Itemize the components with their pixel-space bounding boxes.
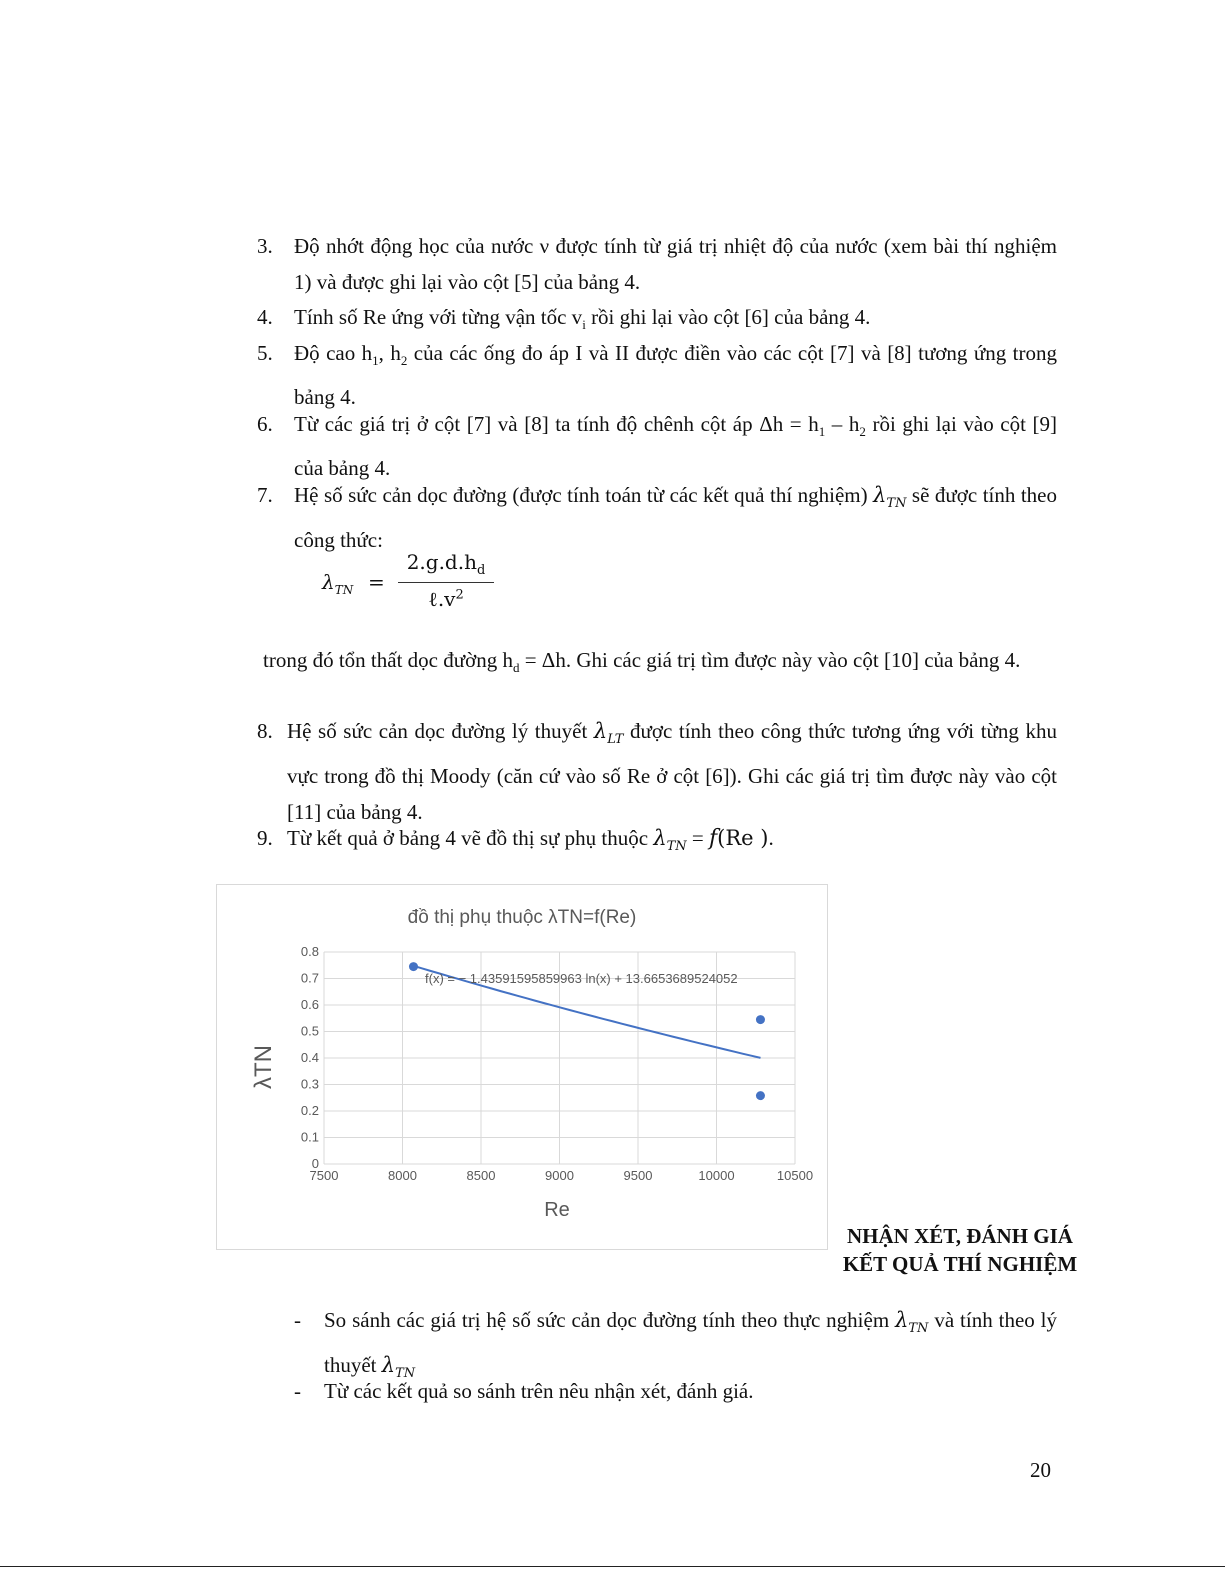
y-tick-label: 0.7 (300, 970, 319, 986)
x-axis-label: Re (544, 1199, 570, 1221)
chart-container (216, 884, 828, 1250)
bullet-item-2 (294, 1373, 1057, 1409)
lambda-symbol (653, 826, 687, 855)
y-tick-label: 0.4 (300, 1050, 319, 1065)
y-axis-label: λTN (250, 1045, 277, 1089)
list-item-9 (257, 820, 1057, 865)
list-text (287, 713, 1057, 830)
x-tick-label: 8000 (388, 1168, 417, 1183)
data-point (756, 1091, 765, 1100)
text-run: – h (825, 412, 860, 436)
symbol: λ (895, 1308, 909, 1332)
list-number: 3. (257, 234, 273, 258)
subscript: 1 (818, 424, 826, 440)
lambda-symbol (895, 1308, 929, 1337)
heading-line-2: KẾT QUẢ THÍ NGHIỆM (842, 1252, 1078, 1276)
numerator (398, 550, 494, 580)
list-number: 4. (257, 305, 273, 329)
bullet-dash: - (294, 1308, 301, 1332)
list-item-6 (257, 406, 1057, 486)
lambda-symbol (873, 483, 907, 512)
list-text (294, 477, 1057, 558)
list-text (287, 820, 1057, 865)
subscript: d (512, 660, 520, 676)
text-run: , h (378, 341, 401, 365)
data-point (756, 1015, 765, 1024)
bullet-text: Từ các kết quả so sánh trên nêu nhận xét, đánh giá. (324, 1379, 754, 1403)
formula-lhs (322, 570, 353, 597)
list-item-5 (257, 335, 1057, 415)
text-run: Từ các giá trị ở cột [7] và [8] ta tính độ chênh cột áp Δh = h (294, 412, 819, 436)
text-run: Từ kết quả ở bảng 4 vẽ đồ thị sự phụ thuộc (287, 826, 654, 850)
subscript: 2 (859, 424, 866, 440)
chart-title: đồ thị phụ thuộc λTN=f(Re) (407, 907, 637, 928)
text-run: = Δh. Ghi các giá trị tìm được này vào cột [10] của bảng 4. (519, 648, 1021, 672)
symbol: λ (593, 719, 608, 743)
list-item-3 (257, 228, 1057, 300)
scatter-chart (217, 885, 827, 1249)
equals-sign: = (368, 570, 385, 594)
y-tick-label: 0 (311, 1156, 319, 1171)
text-run: trong đó tổn thất dọc đường h (263, 648, 513, 672)
text-run: . (768, 826, 774, 850)
heading-line-1: NHẬN XÉT, ĐÁNH GIÁ (847, 1224, 1073, 1248)
x-tick-label: 8500 (466, 1168, 496, 1183)
list-number: 5. (257, 341, 273, 365)
subscript: TN (334, 583, 354, 597)
symbol: λ (322, 570, 335, 594)
text-run: Hệ số sức cản dọc đường lý thuyết (287, 719, 594, 743)
function-symbol: f (709, 826, 718, 851)
symbol: λ (381, 1353, 396, 1378)
y-tick-label: 0.6 (300, 997, 319, 1012)
text-run: và tính theo lý thuyết (324, 1308, 1058, 1378)
denominator (398, 587, 494, 612)
text-run: (Re ) (717, 826, 769, 850)
text-run: rồi ghi lại vào cột [9] của bảng 4. (294, 412, 1057, 481)
subscript: TN (886, 496, 907, 512)
subscript: i (582, 317, 586, 333)
text-run: Tính số Re ứng với từng vận tốc v (294, 305, 583, 329)
fraction-bar (398, 582, 494, 583)
y-tick-label: 0.2 (300, 1103, 319, 1118)
text-run: ℓ.v (428, 587, 456, 611)
list-number: 8. (257, 719, 273, 743)
fraction (398, 550, 494, 612)
paragraph-head-loss (263, 642, 1057, 686)
list-text (294, 335, 1057, 415)
text-run: Độ cao h (294, 341, 373, 365)
text-run: = (686, 826, 710, 850)
y-tick-label: 0.1 (300, 1129, 319, 1145)
x-tick-labels (310, 1168, 814, 1183)
text-run: sẽ được tính theo công thức: (294, 483, 1057, 553)
subscript: TN (395, 1366, 416, 1382)
superscript: 2 (455, 587, 464, 603)
symbol: λ (873, 483, 887, 507)
y-tick-label: 0.5 (300, 1023, 319, 1039)
subscript: TN (908, 1321, 929, 1337)
subscript: LT (607, 732, 624, 748)
list-item-8 (257, 713, 1057, 830)
x-tick-label: 10500 (776, 1168, 814, 1183)
x-tick-label: 9000 (545, 1168, 574, 1183)
y-tick-labels (301, 944, 319, 1171)
list-item-7 (257, 477, 1057, 558)
list-text (294, 406, 1057, 486)
subscript: 1 (372, 353, 379, 369)
text-run: của các ống đo áp I và II được điền vào các cột [7] và [8] tương ứng trong bảng 4. (294, 341, 1058, 410)
section-heading (826, 1222, 1094, 1278)
x-tick-label: 7500 (309, 1168, 339, 1183)
page-number: 20 (1030, 1458, 1051, 1482)
list-number: 6. (257, 412, 273, 436)
trendline-equation: f(x) = − 1.43591595859963 ln(x) + 13.6653689524052 (425, 971, 738, 986)
x-tick-label: 10000 (698, 1168, 735, 1183)
text-run: 2.g.d.h (406, 550, 477, 574)
y-tick-label: 0.8 (300, 944, 319, 959)
lambda-symbol (593, 719, 624, 748)
list-text: Độ nhớt động học của nước ν được tính từ giá trị nhiệt độ của nước (xem bài thí nghiệm 1) và được ghi lại vào cột [5] của bảng 4. (294, 234, 1057, 294)
bullet-dash: - (294, 1379, 301, 1403)
subscript: d (476, 563, 486, 578)
data-point (409, 962, 418, 971)
text-run: Hệ số sức cản dọc đường (được tính toán từ các kết quả thí nghiệm) (294, 483, 874, 507)
text-run: được tính theo công thức tương ứng với từng khu vực trong đồ thị Moody (căn cứ vào số Re ở cột [6]). Ghi các giá trị tìm được này vào cột [11] của bảng 4. (287, 719, 1057, 825)
symbol: λ (653, 826, 667, 850)
subscript: TN (666, 839, 687, 855)
list-number: 9. (257, 826, 273, 850)
text-run: rồi ghi lại vào cột [6] của bảng 4. (585, 305, 871, 329)
subscript: 2 (400, 353, 408, 369)
footer-rule (0, 1566, 1225, 1567)
list-number: 7. (257, 483, 273, 507)
y-tick-label: 0.3 (300, 1076, 319, 1092)
lambda-formula (322, 548, 522, 618)
x-tick-label: 9500 (623, 1168, 653, 1183)
text-run: So sánh các giá trị hệ số sức cản dọc đường tính theo thực nghiệm (324, 1308, 896, 1332)
